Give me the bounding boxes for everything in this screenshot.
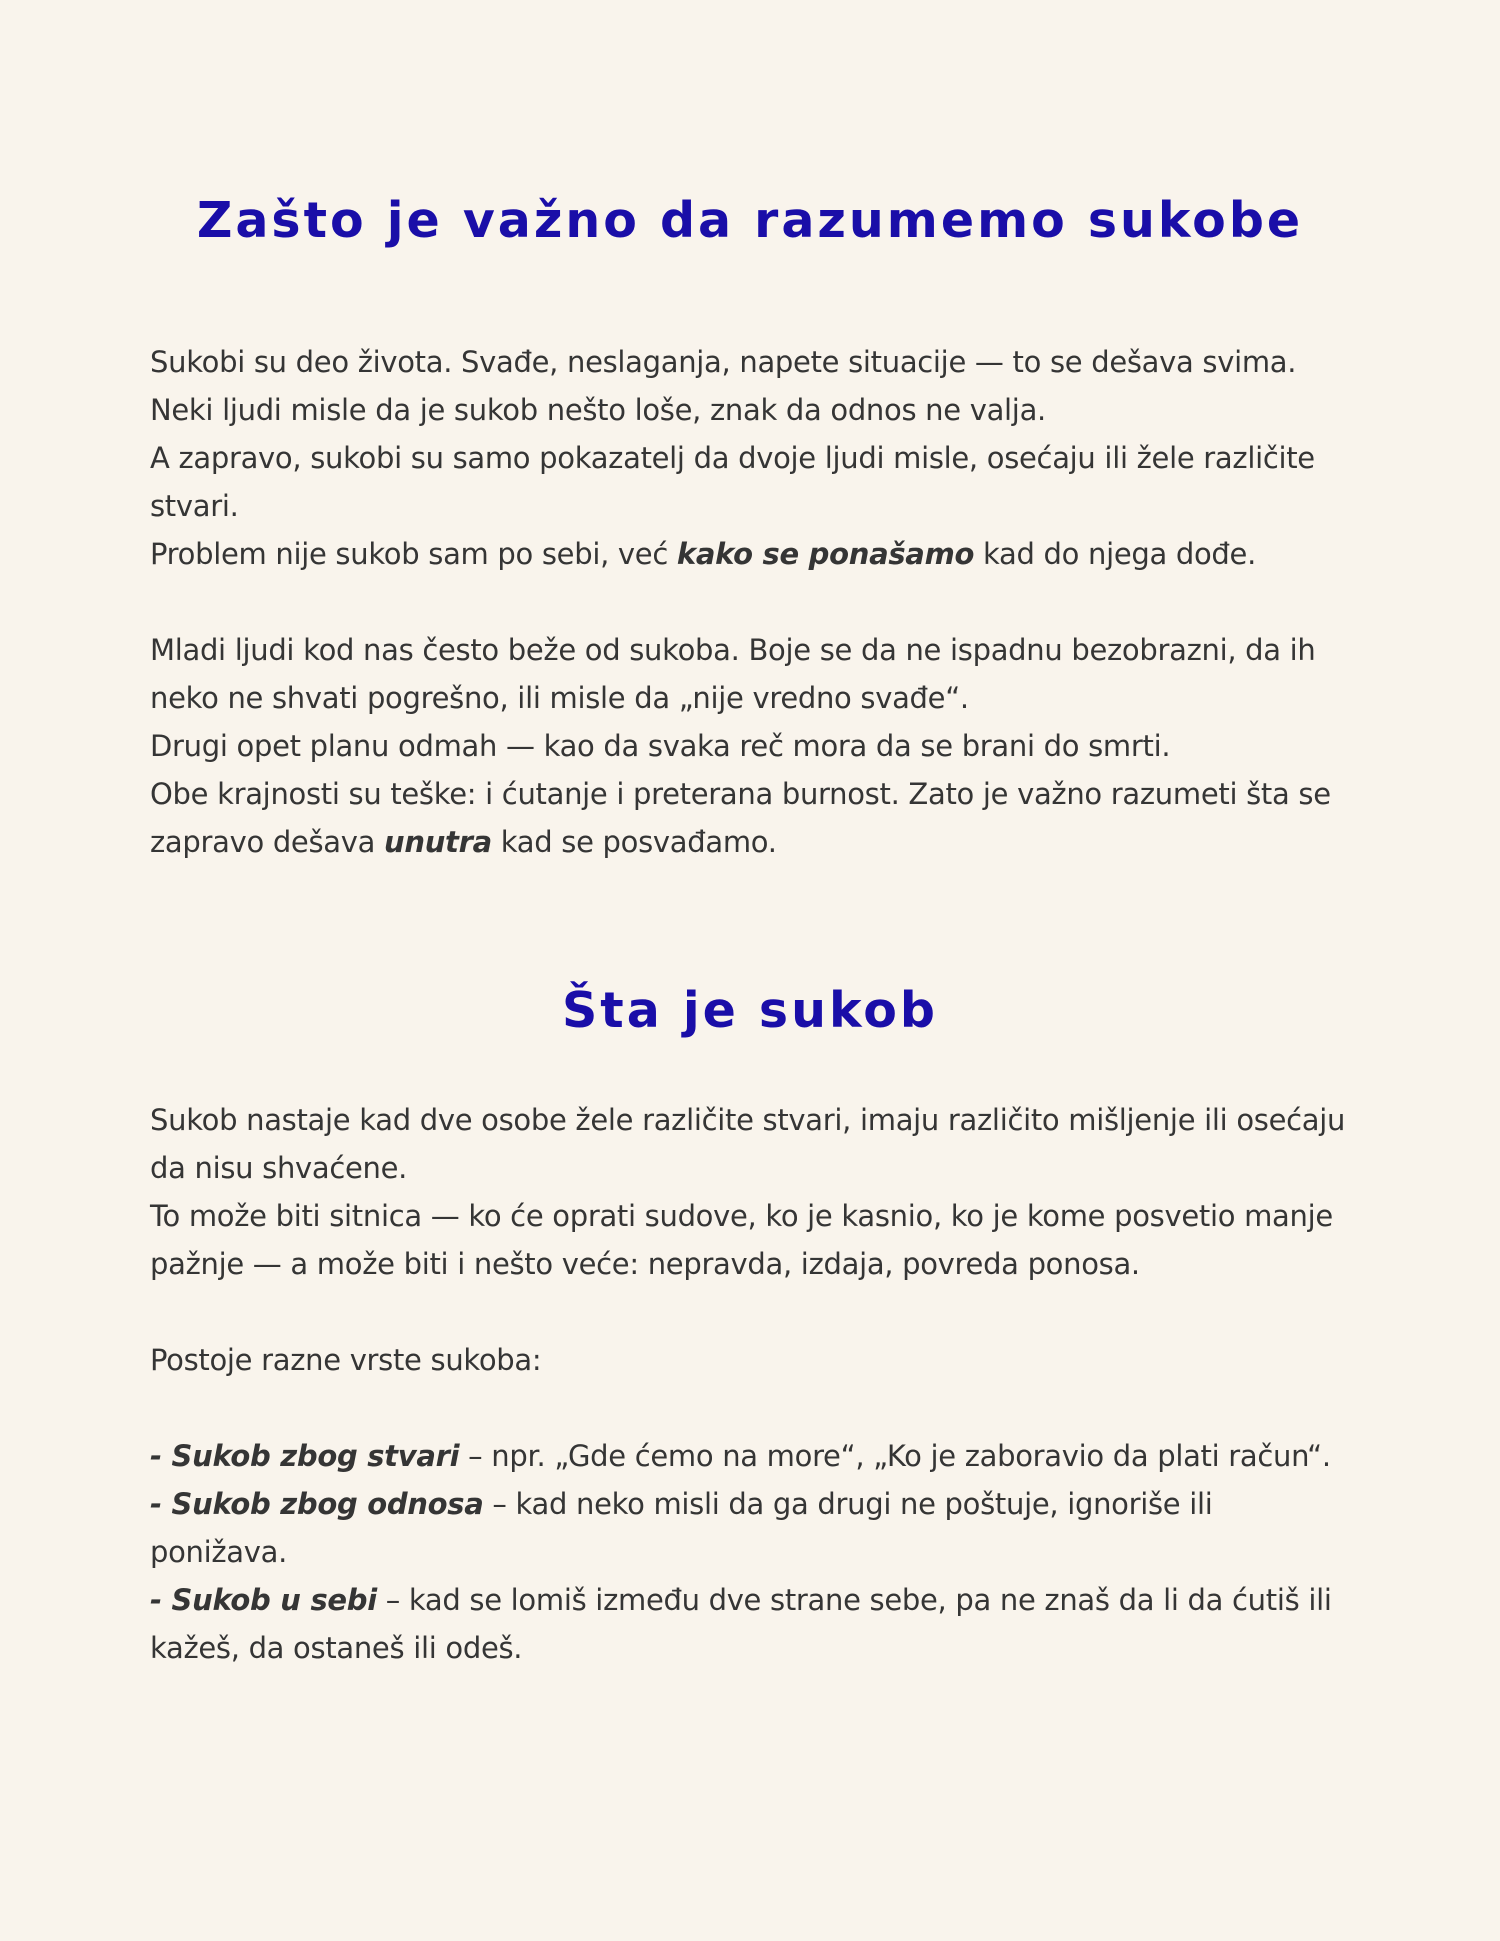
list-marker: - (150, 1583, 172, 1617)
text-line (150, 530, 1350, 578)
list-item-inner-conflict (150, 1576, 1350, 1672)
text-run: kad se posvađamo. (491, 825, 777, 859)
text-line: A zapravo, sukobi su samo pokazatelj da dvoje ljudi misle, osećaju ili žele različite stvari. (150, 441, 1315, 523)
conflict-types-list (150, 1432, 1350, 1672)
emphasis-text: kako se ponašamo (676, 537, 975, 571)
paragraph-types-intro: Postoje razne vrste sukoba: (150, 1343, 542, 1377)
emphasis-text: unutra (384, 825, 492, 859)
list-item-text: – kad se lomiš između dve strane sebe, pa ne znaš da li da ćutiš ili kažeš, da ostaneš ili odeš. (150, 1583, 1332, 1665)
list-marker: - (150, 1487, 172, 1521)
paragraph-young-people-avoid-conflict (150, 626, 1350, 866)
paragraph-conflict-definition (150, 1096, 1350, 1288)
section-title-what-is-conflict: Šta je sukob (562, 982, 938, 1039)
section-what-is-conflict (150, 1096, 1350, 1672)
list-marker: - (150, 1439, 172, 1473)
text-run: Obe krajnosti su teške: i ćutanje i preterana burnost. Zato je važno razumeti šta se zapravo dešava (150, 777, 1331, 859)
text-line: To može biti sitnica — ko će oprati sudove, ko je kasnio, ko je kome posvetio manje pažnje — a može biti i nešto veće: nepravda, izdaja, povreda ponosa. (150, 1199, 1333, 1281)
list-item-term: Sukob u sebi (171, 1583, 377, 1617)
paragraph-conflicts-part-of-life (150, 338, 1350, 578)
text-line (150, 770, 1350, 866)
text-line: Sukob nastaje kad dve osobe žele različite stvari, imaju različito mišljenje ili osećaju da nisu shvaćene. (150, 1103, 1346, 1185)
list-item-conflict-over-relationship (150, 1480, 1350, 1576)
list-item-text: – npr. „Gde ćemo na more“, „Ko je zaboravio da plati račun“. (459, 1439, 1331, 1473)
list-item-text: – kad neko misli da ga drugi ne poštuje, ignoriše ili ponižava. (150, 1487, 1213, 1569)
text-line: Sukobi su deo života. Svađe, neslaganja, napete situacije — to se dešava svima. (150, 345, 1297, 379)
text-line: Drugi opet planu odmah — kao da svaka reč mora da se brani do smrti. (150, 729, 1171, 763)
list-item-term: Sukob zbog stvari (171, 1439, 460, 1473)
text-line: Neki ljudi misle da je sukob nešto loše, znak da odnos ne valja. (150, 393, 1046, 427)
text-line: Mladi ljudi kod nas često beže od sukoba. Boje se da ne ispadnu bezobrazni, da ih neko ne shvati pogrešno, ili misle da „nije vredno svađe“. (150, 633, 1316, 715)
text-run: Problem nije sukob sam po sebi, već (150, 537, 677, 571)
list-item-term: Sukob zbog odnosa (171, 1487, 484, 1521)
list-item-conflict-over-things (150, 1432, 1350, 1480)
section-title-why-understand-conflicts: Zašto je važno da razumemo sukobe (196, 192, 1304, 249)
text-run: kad do njega dođe. (974, 537, 1256, 571)
section-why-understand-conflicts (150, 338, 1350, 866)
